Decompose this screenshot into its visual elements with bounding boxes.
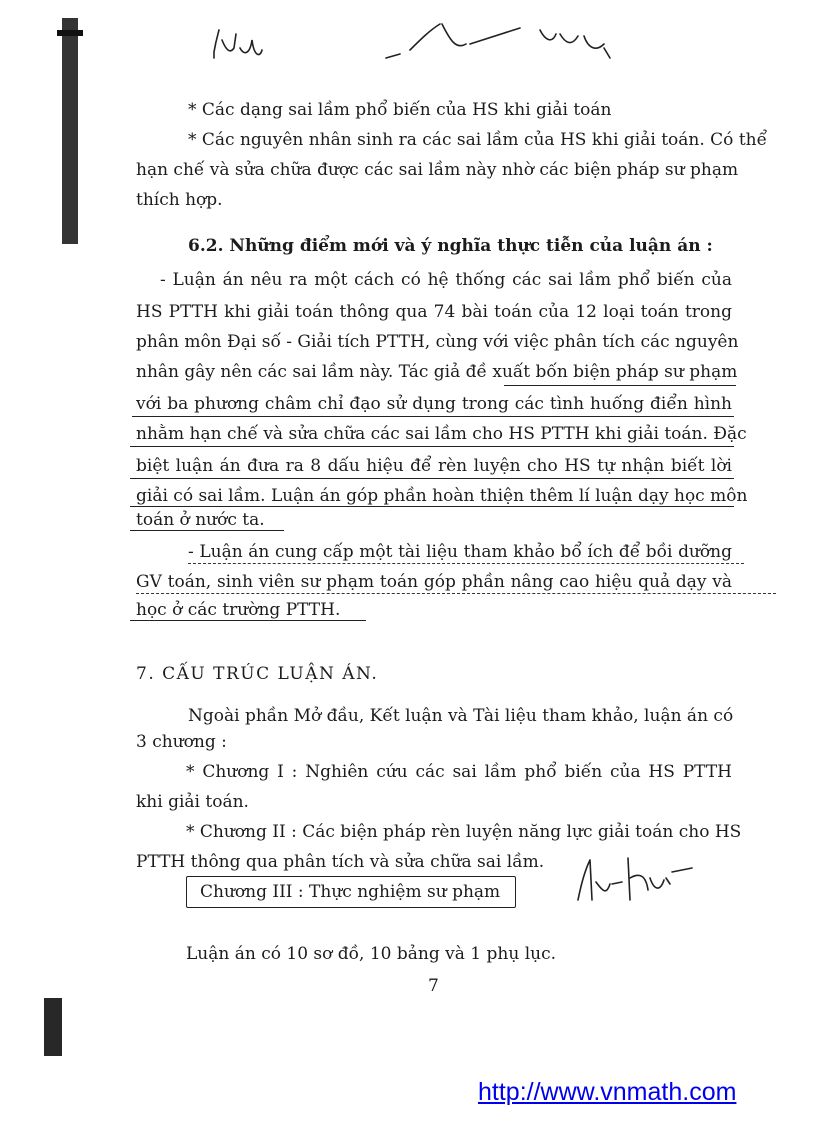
summary-line: Luận án có 10 sơ đồ, 10 bảng và 1 phụ lục. [186,944,557,964]
body-line: PTTH thông qua phân tích và sửa chữa sai lầm. [136,852,545,872]
underline-mark [188,563,744,564]
section-heading-6-2: 6.2. Những điểm mới và ý nghĩa thực tiễn của luận án : [188,236,713,256]
underline-mark [130,530,284,531]
footer-url-link[interactable]: http://www.vnmath.com [478,1078,737,1106]
body-line: Ngoài phần Mở đầu, Kết luận và Tài liệu tham khảo, luận án có [188,706,734,726]
body-line: hạn chế và sửa chữa được các sai lầm này nhờ các biện pháp sư phạm [136,160,739,180]
underline-mark [130,620,366,621]
body-line: nhằm hạn chế và sửa chữa các sai lầm cho HS PTTH khi giải toán. Đặc [136,424,747,444]
body-line: biệt luận án đưa ra 8 dấu hiệu để rèn luyện cho HS tự nhận biết lời [136,456,732,476]
body-line: thích hợp. [136,190,223,210]
underline-mark [136,593,776,594]
body-line: HS PTTH khi giải toán thông qua 74 bài toán của 12 loại toán trong [136,302,732,322]
body-line: toán ở nước ta. [136,510,265,530]
body-line: giải có sai lầm. Luận án góp phần hoàn thiện thêm lí luận dạy học môn [136,486,748,506]
body-line: - Luận án cung cấp một tài liệu tham khảo bổ ích để bồi dưỡng [188,542,732,562]
underline-mark [130,446,734,447]
body-line: * Các dạng sai lầm phổ biến của HS khi giải toán [188,100,612,120]
boxed-chapter-label: Chương III : Thực nghiệm sư phạm [200,882,501,902]
body-line: - Luận án nêu ra một cách có hệ thống các sai lầm phổ biến của [160,270,732,290]
body-line: khi giải toán. [136,792,249,812]
body-line: GV toán, sinh viên sư phạm toán góp phần nâng cao hiệu quả dạy và [136,572,732,592]
body-line: nhân gây nên các sai lầm này. Tác giả đề xuất bốn biện pháp sư phạm [136,362,738,382]
underline-mark [132,416,734,417]
section-heading-7: 7. CẤU TRÚC LUẬN ÁN. [136,664,379,684]
body-line: * Chương II : Các biện pháp rèn luyện năng lực giải toán cho HS [186,822,742,842]
body-line: với ba phương châm chỉ đạo sử dụng trong các tình huống điển hình [136,394,732,414]
body-line: * Chương I : Nghiên cứu các sai lầm phổ biến của HS PTTH [186,762,732,782]
underline-mark [130,478,734,479]
underline-mark [504,385,736,386]
body-line: 3 chương : [136,732,227,752]
underline-mark [130,506,734,507]
body-line: phân môn Đại số - Giải tích PTTH, cùng với việc phân tích các nguyên [136,332,739,352]
page-number: 7 [428,976,439,996]
body-line: * Các nguyên nhân sinh ra các sai lầm của HS khi giải toán. Có thể [188,130,768,150]
body-line: học ở các trường PTTH. [136,600,341,620]
